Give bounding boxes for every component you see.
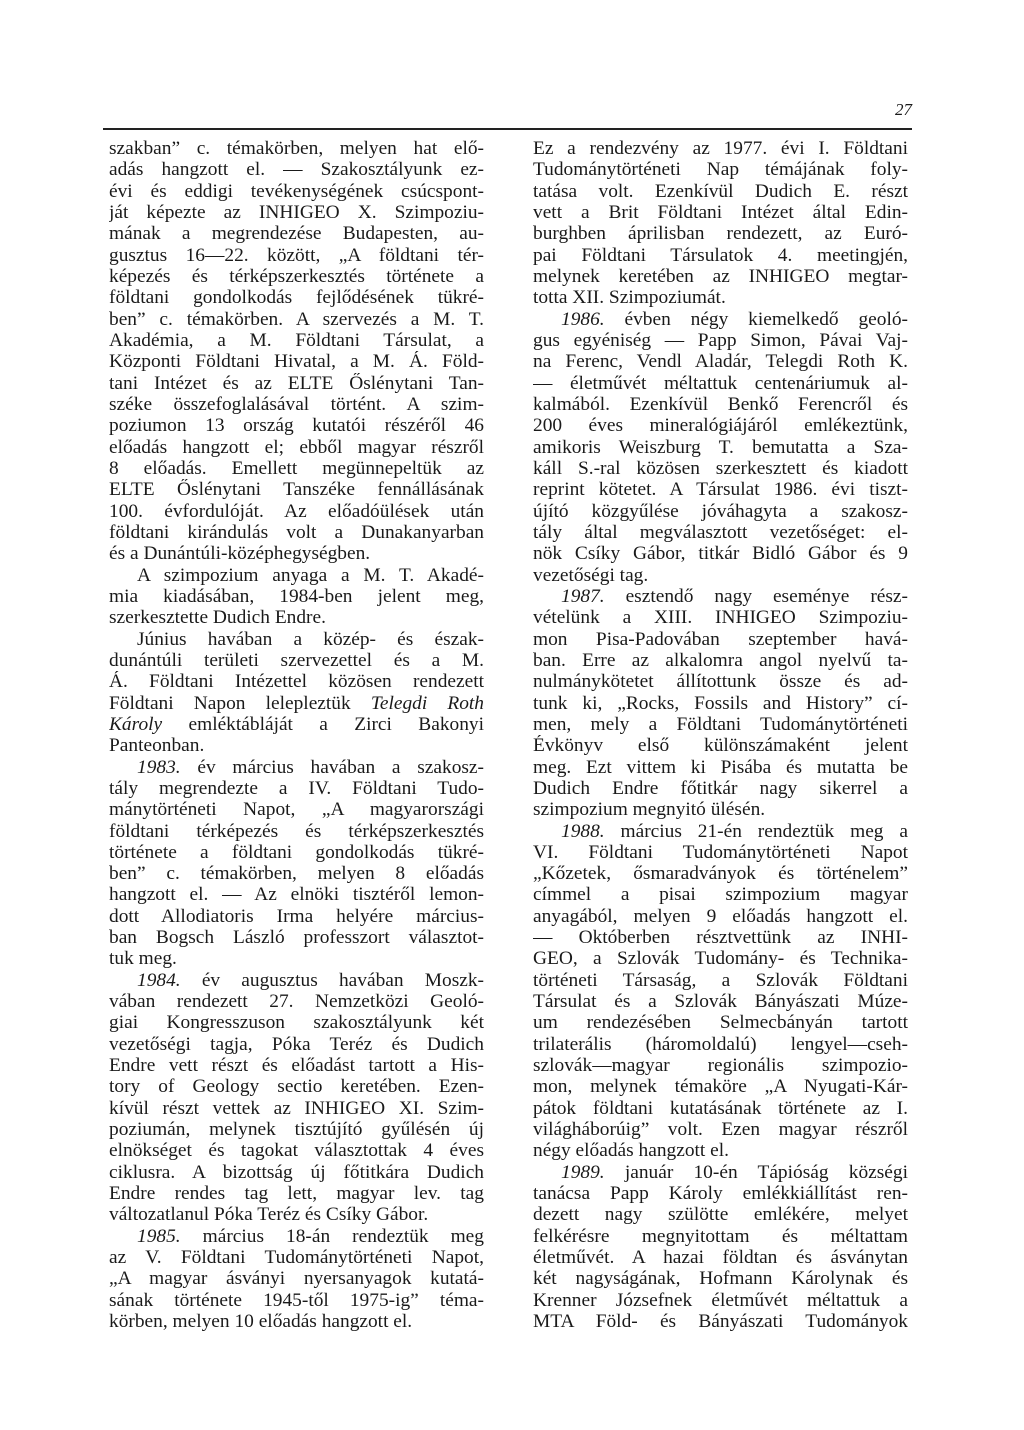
- line-text: mánytörténeti Napot, „A magyarországi: [109, 799, 484, 821]
- line-text: évi és eddigi tevékenységének csúcspont-: [109, 180, 484, 202]
- line-text: mia kiadásában, 1984-ben jelent meg,: [109, 585, 484, 607]
- text-line: [533, 330, 908, 351]
- text-line: [109, 906, 484, 927]
- text-line: [109, 778, 484, 799]
- text-line: [109, 287, 484, 308]
- text-line: [533, 1290, 908, 1311]
- line-text: mon, melynek témaköre „A Nyugati-Kár-: [533, 1076, 908, 1098]
- line-text: 200 éves mineralógiájáról emlékeztünk,: [533, 415, 908, 437]
- text-line: [533, 970, 908, 991]
- line-text: ELTE Őslénytani Tanszéke fennállásának: [109, 479, 484, 501]
- text-line: [109, 458, 484, 479]
- text-line: [109, 1076, 484, 1097]
- line-text: burghben áprilisban rendezett, az Euró-: [533, 223, 908, 245]
- page-number: 27: [895, 100, 912, 119]
- text-line: [533, 373, 908, 394]
- line-text: MTA Föld- és Bányászati Tudományok: [533, 1311, 908, 1333]
- text-line: [533, 543, 908, 564]
- text-line: [533, 1162, 908, 1183]
- line-text: szakban” c. témakörben, melyen hat elő-: [109, 138, 484, 159]
- line-text: március 21-én rendeztük meg a: [604, 820, 908, 842]
- line-text: dezett nagy szülötte emlékére, melyet: [533, 1204, 908, 1226]
- text-line: [109, 1119, 484, 1140]
- left-column: [109, 138, 484, 1332]
- line-text: men, mely a Földtani Tudománytörténeti: [533, 713, 908, 735]
- text-line: [109, 202, 484, 223]
- text-line: [533, 202, 908, 223]
- text-line: [533, 693, 908, 714]
- text-line: [109, 821, 484, 842]
- text-line: [533, 714, 908, 735]
- line-text: adás hangzott el. — Szakosztályunk ez-: [109, 159, 484, 181]
- line-text: képezés és térképszerkesztés története a: [109, 265, 484, 287]
- line-text: mon Pisa-Padovában szeptember havá-: [533, 628, 908, 650]
- text-line: [109, 1034, 484, 1055]
- line-text: ciklusra. A bizottság új főtitkára Dudich: [109, 1161, 484, 1183]
- text-line: [533, 821, 908, 842]
- year-label: 1985.: [137, 1225, 181, 1247]
- line-text: széke összefoglalásával történt. A szim-: [109, 393, 484, 415]
- line-text: vában rendezett 27. Nemzetközi Geoló-: [109, 991, 484, 1013]
- text-line: [533, 991, 908, 1012]
- line-text: 100. évfordulóját. Az előadóülések után: [109, 500, 484, 522]
- text-line: [533, 479, 908, 500]
- text-line: [109, 522, 484, 543]
- text-line: [533, 501, 908, 522]
- line-text: A szimpozium anyaga a M. T. Akadé-: [137, 564, 484, 586]
- text-line: [109, 351, 484, 372]
- text-line: [533, 1098, 908, 1119]
- line-text: év március havában a szakosz-: [180, 756, 484, 778]
- text-line: [109, 650, 484, 671]
- text-line: [109, 629, 484, 650]
- line-text: ben” c. témakörben, melyen 8 előadás: [109, 863, 484, 885]
- line-text: évben négy kiemelkedő geoló-: [604, 308, 908, 330]
- text-line: [109, 373, 484, 394]
- text-line: [533, 266, 908, 287]
- line-text: gusztus 16—22. között, „A földtani tér-: [109, 244, 484, 266]
- text-line: [533, 1268, 908, 1289]
- line-text: szerkesztette Dudich Endre.: [109, 607, 326, 629]
- line-text: szimpozium megnyitó ülésén.: [533, 799, 766, 821]
- line-text: káll S.-ral közösen szerkesztett és kiadott: [533, 457, 908, 479]
- text-line: [109, 863, 484, 884]
- text-line: [533, 181, 908, 202]
- text-line: [109, 479, 484, 500]
- line-text: — életművét méltattuk centenáriumuk al-: [533, 372, 908, 394]
- text-line: [533, 650, 908, 671]
- line-text: esztendő nagy eseménye rész-: [604, 585, 908, 607]
- line-text: Földtani Napon lelepleztük: [109, 692, 371, 714]
- year-label: 1984.: [137, 969, 181, 991]
- line-text: ban. Erre az alkalomra angol nyelvű ta-: [533, 649, 908, 671]
- year-label: 1987.: [561, 585, 605, 607]
- line-text: Endre vett részt és előadást tartott a His-: [109, 1055, 484, 1077]
- text-line: [109, 927, 484, 948]
- line-text: két nagyságának, Hofmann Károlynak és: [533, 1268, 908, 1290]
- line-text: tály megrendezte a IV. Földtani Tudo-: [109, 777, 484, 799]
- text-line: [533, 437, 908, 458]
- line-text: poziumon 13 ország kutatói részéről 46: [109, 415, 484, 437]
- text-line: [109, 1204, 484, 1225]
- text-line: [109, 799, 484, 820]
- right-column: [533, 138, 908, 1332]
- line-text: szlovák—magyar regionális szimpozio-: [533, 1055, 908, 1077]
- line-text: története a földtani gondolkodás tükré-: [109, 841, 484, 863]
- line-text: vételünk a XIII. INHIGEO Szimpoziu-: [533, 607, 908, 629]
- text-line: [533, 522, 908, 543]
- header-rule: [103, 128, 912, 130]
- line-text: dunántúli területi szervezettel és a M.: [109, 649, 484, 671]
- text-line: [109, 714, 484, 735]
- year-label: 1989.: [561, 1161, 605, 1183]
- line-text: na Ferenc, Vendl Aladár, Telegdi Roth K.: [533, 351, 908, 373]
- line-text: tanácsa Papp Károly emlékkiállítást ren-: [533, 1183, 908, 1205]
- text-line: [533, 1311, 908, 1332]
- text-line: [109, 245, 484, 266]
- text-line: [533, 1012, 908, 1033]
- text-line: [109, 159, 484, 180]
- text-line: [109, 1098, 484, 1119]
- text-line: [109, 415, 484, 436]
- text-line: [533, 415, 908, 436]
- line-text: nök Csíky Gábor, titkár Bidló Gábor és 9: [533, 543, 908, 565]
- line-text: pai Földtani Társulatok 4. meetingjén,: [533, 244, 908, 266]
- line-text: kívül részt vettek az INHIGEO XI. Szim-: [109, 1097, 484, 1119]
- line-text: földtani kirándulás volt a Dunakanyarban: [109, 521, 484, 543]
- text-line: [109, 394, 484, 415]
- text-line: [533, 458, 908, 479]
- line-text: felkérésre megnyitottam és méltattam: [533, 1225, 908, 1247]
- text-line: [109, 138, 484, 159]
- line-text: világháborúig” volt. Ezen magyar részről: [533, 1119, 908, 1141]
- line-text: vezetőségi tagja, Póka Teréz és Dudich: [109, 1033, 484, 1055]
- italic-name: Károly: [109, 713, 163, 735]
- line-text: gus egyéniség — Papp Simon, Pávai Vaj-: [533, 329, 908, 351]
- line-text: Június havában a közép- és észak-: [137, 628, 484, 650]
- text-line: [109, 757, 484, 778]
- line-text: amikoris Weiszburg T. bemutatta a Sza-: [533, 436, 908, 458]
- line-text: vezetőségi tag.: [533, 564, 649, 586]
- line-text: sának története 1945-től 1975-ig” téma-: [109, 1289, 484, 1311]
- line-text: Á. Földtani Intézettel közösen rendezett: [109, 671, 484, 693]
- text-line: [109, 501, 484, 522]
- line-text: tály által megválasztott vezetőséget: el-: [533, 521, 908, 543]
- line-text: nulmánykötetet állítottunk össze és ad-: [533, 671, 908, 693]
- line-text: földtani térképezés és térképszerkesztés: [109, 820, 484, 842]
- line-text: trilaterális (háromoldalú) lengyel—cseh-: [533, 1033, 908, 1055]
- line-text: újító közgyűlése jóváhagyta a szakosz-: [533, 500, 908, 522]
- line-text: giai Kongresszuson szakosztályunk két: [109, 1012, 484, 1034]
- line-text: totta XII. Szimpoziumát.: [533, 287, 726, 309]
- text-line: [109, 1183, 484, 1204]
- line-text: ját képezte az INHIGEO X. Szimpoziu-: [109, 201, 484, 223]
- text-line: [109, 991, 484, 1012]
- text-line: [533, 671, 908, 692]
- line-text: meg. Ezt vittem ki Pisába és mutatta be: [533, 756, 908, 778]
- text-line: [533, 948, 908, 969]
- text-line: [533, 1204, 908, 1225]
- text-line: [533, 565, 908, 586]
- text-line: [109, 842, 484, 863]
- text-line: [109, 586, 484, 607]
- italic-name: Telegdi Roth: [370, 692, 484, 714]
- line-text: földtani gondolkodás fejlődésének tükré-: [109, 287, 484, 309]
- text-line: [533, 245, 908, 266]
- line-text: „A magyar ásványi nyersanyagok kutatá-: [109, 1268, 484, 1290]
- line-text: Krenner Józsefnek életművét méltattuk a: [533, 1289, 908, 1311]
- line-text: és a Dunántúli-középhegységben.: [109, 543, 371, 565]
- line-text: ben” c. témakörben. A szervezés a M. T.: [109, 308, 484, 330]
- text-line: [533, 1034, 908, 1055]
- line-text: körben, melyen 10 előadás hangzott el.: [109, 1311, 413, 1333]
- text-line: [533, 309, 908, 330]
- text-line: [533, 223, 908, 244]
- text-line: [533, 394, 908, 415]
- line-text: tatása volt. Ezenkívül Dudich E. részt: [533, 180, 908, 202]
- line-text: kalmából. Ezenkívül Benkő Ferencről és: [533, 393, 908, 415]
- line-text: Tudománytörténeti Nap témájának foly-: [533, 159, 908, 181]
- text-line: [109, 266, 484, 287]
- text-line: [533, 1055, 908, 1076]
- text-line: [109, 1268, 484, 1289]
- line-text: március 18-án rendeztük meg: [180, 1225, 484, 1247]
- line-text: pátok földtani kutatásának története az I.: [533, 1097, 908, 1119]
- text-line: [533, 586, 908, 607]
- line-text: mának a megrendezése Budapesten, au-: [109, 223, 484, 245]
- line-text: változatlanul Póka Teréz és Csíky Gábor.: [109, 1204, 429, 1226]
- line-text: Központi Földtani Hivatal, a M. Á. Föld-: [109, 351, 484, 373]
- text-line: [533, 799, 908, 820]
- text-line: [533, 757, 908, 778]
- text-line: [109, 607, 484, 628]
- line-text: Dudich Endre főtitkár nagy sikerrel a: [533, 777, 908, 799]
- text-line: [109, 970, 484, 991]
- line-text: hangzott el. — Az elnöki tisztéről lemon-: [109, 884, 484, 906]
- line-text: 8 előadás. Emellett megünnepeltük az: [109, 457, 484, 479]
- text-line: [109, 1140, 484, 1161]
- line-text: um rendezésében Selmecbányán tartott: [533, 1012, 908, 1034]
- line-text: ban Bogsch László professzort választot-: [109, 927, 484, 949]
- text-line: [533, 351, 908, 372]
- text-line: [533, 863, 908, 884]
- line-text: négy előadás hangzott el.: [533, 1140, 729, 1162]
- line-text: „Kőzetek, ősmaradványok és történelem”: [533, 863, 908, 885]
- year-label: 1986.: [561, 308, 605, 330]
- text-line: [533, 842, 908, 863]
- text-line: [533, 1183, 908, 1204]
- line-text: tunk ki, „Rocks, Fossils and History” cí-: [533, 692, 908, 714]
- text-line: [533, 1076, 908, 1097]
- text-line: [533, 927, 908, 948]
- text-line: [533, 629, 908, 650]
- line-text: emléktábláját a Zirci Bakonyi: [162, 713, 484, 735]
- line-text: elnökséget és tagokat választottak 4 éves: [109, 1140, 484, 1162]
- text-line: [109, 309, 484, 330]
- line-text: tuk meg.: [109, 948, 177, 970]
- text-line: [533, 1119, 908, 1140]
- text-line: [109, 543, 484, 564]
- text-line: [109, 1055, 484, 1076]
- text-line: [533, 287, 908, 308]
- line-text: Évkönyv első különszámaként jelent: [533, 735, 908, 757]
- text-line: [109, 884, 484, 905]
- line-text: tani Intézet és az ELTE Őslénytani Tan-: [109, 372, 484, 394]
- year-label: 1988.: [561, 820, 605, 842]
- text-line: [109, 671, 484, 692]
- text-line: [109, 1247, 484, 1268]
- line-text: az V. Földtani Tudománytörténeti Napot,: [109, 1247, 484, 1269]
- line-text: dott Allodiatoris Irma helyére március-: [109, 905, 484, 927]
- text-line: [533, 735, 908, 756]
- line-text: címmel a pisai szimpozium magyar: [533, 884, 908, 906]
- year-label: 1983.: [137, 756, 181, 778]
- line-text: történeti Társaság, a Szlovák Földtani: [533, 969, 908, 991]
- text-line: [533, 1226, 908, 1247]
- line-text: tory of Geology sectio keretében. Ezen-: [109, 1076, 484, 1098]
- text-line: [109, 565, 484, 586]
- line-text: reprint kötetet. A Társulat 1986. évi tiszt-: [533, 479, 908, 501]
- text-line: [109, 1290, 484, 1311]
- text-line: [533, 906, 908, 927]
- line-text: év augusztus havában Moszk-: [180, 969, 484, 991]
- line-text: GEO, a Szlovák Tudomány- és Technika-: [533, 948, 908, 970]
- text-line: [533, 1247, 908, 1268]
- line-text: Panteonban.: [109, 735, 205, 757]
- line-text: Endre rendes tag lett, magyar lev. tag: [109, 1183, 484, 1205]
- text-line: [533, 778, 908, 799]
- line-text: Társulat és a Szlovák Bányászati Múze-: [533, 991, 908, 1013]
- line-text: — Októberben résztvettünk az INHI-: [533, 927, 908, 949]
- text-line: [109, 330, 484, 351]
- text-line: [109, 181, 484, 202]
- line-text: poziumán, melynek tisztújító gyűlésén új: [109, 1119, 484, 1141]
- line-text: vett a Brit Földtani Intézet által Edin-: [533, 201, 908, 223]
- line-text: Ez a rendezvény az 1977. évi I. Földtani: [533, 138, 908, 159]
- text-line: [533, 159, 908, 180]
- text-line: [109, 693, 484, 714]
- text-line: [109, 735, 484, 756]
- line-text: VI. Földtani Tudománytörténeti Napot: [533, 841, 908, 863]
- text-line: [109, 437, 484, 458]
- text-line: [109, 1311, 484, 1332]
- text-line: [533, 884, 908, 905]
- text-line: [109, 1162, 484, 1183]
- text-line: [109, 1012, 484, 1033]
- text-line: [533, 1140, 908, 1161]
- line-text: Akadémia, a M. Földtani Társulat, a: [109, 329, 484, 351]
- line-text: melynek keretében az INHIGEO megtar-: [533, 265, 908, 287]
- text-line: [109, 223, 484, 244]
- line-text: anyagából, melyen 9 előadás hangzott el.: [533, 905, 908, 927]
- text-line: [109, 948, 484, 969]
- text-line: [533, 607, 908, 628]
- text-line: [109, 1226, 484, 1247]
- line-text: életművét. A hazai földtan és ásványtan: [533, 1247, 908, 1269]
- line-text: január 10-én Tápióság községi: [604, 1161, 908, 1183]
- text-line: [533, 138, 908, 159]
- line-text: előadás hangzott el; ebből magyar részről: [109, 436, 484, 458]
